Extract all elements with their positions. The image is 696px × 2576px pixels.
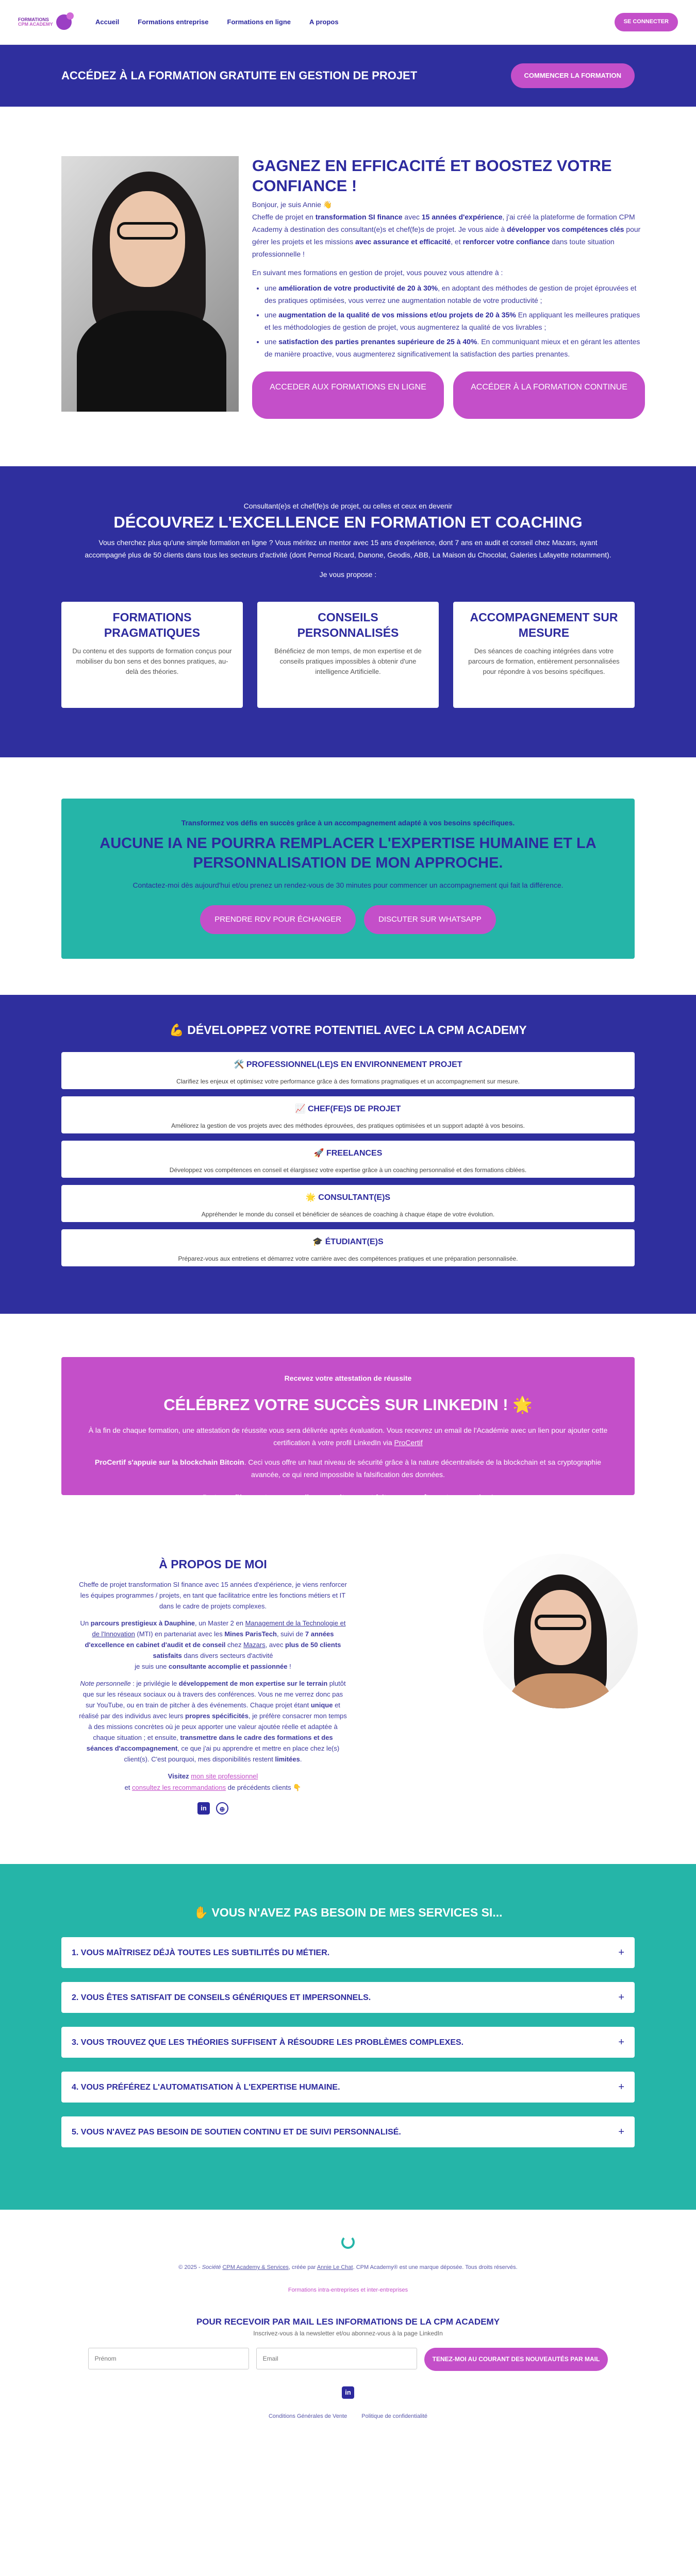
card-text: Bénéficiez de mon temps, de mon expertise et de conseils pratiques impossibles à obtenir d'une intelligence Artificielle. xyxy=(274,647,422,675)
annie-portrait xyxy=(61,156,239,412)
newsletter-submit-button[interactable]: TENEZ-MOI AU COURANT DES NOUVEAUTÉS PAR MAIL xyxy=(424,2348,608,2371)
mti-link[interactable]: Management de la Technologie et de l'Innovation xyxy=(92,1619,346,1638)
about-p1: Cheffe de projet transformation SI finance avec 15 années d'expérience, je viens renforcer les équipes programmes / projets, en tant que facilitatrice entre les fonctions métiers et IT dans le cadre de projets complexes. xyxy=(79,1580,347,1610)
about-p2: Un parcours prestigieux à Dauphine, un Master 2 en Management de la Technologie et de l'Innovation (MTI) en partenariat avec les Mines ParisTech, suivi de 7 années d'excellence en cabinet d'audit et de conseil chez Mazars, avec plus de 50 clients satisfaits dans divers secteurs d'activité je suis une consultante accomplie et passionnée ! xyxy=(80,1619,346,1671)
copyright: © 2025 - Société CPM Academy & Services, créée par Annie Le Chat. CPM Academy® est une marque déposée. Tous droits réservés. xyxy=(178,2264,518,2271)
nav-formations-en-ligne[interactable]: Formations en ligne xyxy=(227,18,291,26)
tile-text: Développez vos compétences en conseil et élargissez votre expertise grâce à un coaching personnalisé et des formations ciblées. xyxy=(169,1166,527,1174)
tile-title: 🌟 CONSULTANT(E)S xyxy=(305,1193,391,1202)
tile-text: Préparez-vous aux entretiens et démarrez votre carrière avec des compétences pratiques et une préparation personnalisée. xyxy=(178,1255,518,1262)
tile-professionnels xyxy=(61,1052,635,1089)
online-trainings-button[interactable]: ACCEDER AUX FORMATIONS EN LIGNE xyxy=(252,371,444,419)
site-header xyxy=(0,0,696,45)
ia-section xyxy=(0,757,696,995)
tile-etudiants xyxy=(61,1229,635,1266)
linkedin-icon[interactable]: in xyxy=(197,1802,210,1815)
tile-chefs-de-projet xyxy=(61,1096,635,1133)
accordion-item-2[interactable]: 2. VOUS ÊTES SATISFAIT DE CONSEILS GÉNÉRIQUES ET IMPERSONNELS. + xyxy=(61,1982,635,2013)
logo[interactable] xyxy=(18,8,74,36)
ia-text: Contactez-moi dès aujourd'hui et/ou prenez un rendez-vous de 30 minutes pour commencer un accompagnement qui fait la différence. xyxy=(132,880,564,889)
card-formations xyxy=(61,602,243,708)
logo-line2: CPM ACADEMY xyxy=(18,22,53,27)
intro-section xyxy=(0,107,696,466)
card-text: Du contenu et des supports de formation conçus pour mobiliser du bon sens et des bonnes pratiques, au-delà des théories. xyxy=(72,647,232,675)
book-meeting-button[interactable]: PRENDRE RDV POUR ÉCHANGER xyxy=(200,905,356,934)
tile-title: 🚀 FREELANCES xyxy=(313,1148,383,1158)
tile-freelances xyxy=(61,1141,635,1178)
tile-title: 🎓 ÉTUDIANT(E)S xyxy=(312,1237,384,1246)
newsletter-subtitle: Inscrivez-vous à la newsletter et/ou abonnez-vous à la page LinkedIn xyxy=(253,2329,443,2337)
tile-consultants xyxy=(61,1185,635,1222)
footer-formations-link[interactable]: Formations intra-entreprises et inter-entreprises xyxy=(288,2286,408,2293)
procertif-text: ProCertif s'appuie sur la blockchain Bitcoin. Ceci vous offre un haut niveau de sécurité grâce à la nature décentralisée de la blockchain et sa cryptographie avancée, ce qui rend impossible la falsification des données. xyxy=(94,1458,601,1479)
firstname-input[interactable] xyxy=(88,2348,249,2369)
globe-icon[interactable]: ⊕ xyxy=(216,1802,228,1815)
logo-mark-icon xyxy=(56,14,72,30)
mazars-link[interactable]: Mazars xyxy=(243,1640,266,1649)
nav-accueil[interactable]: Accueil xyxy=(95,18,120,26)
linkedin-text: À la fin de chaque formation, une attestation de réussite vous sera délivrée après évaluation. Vous recevrez un email de l'Académie avec un lien pour ajouter cette certification à votre profil LinkedIn via ProCertif xyxy=(88,1426,608,1447)
banner-title: ACCÉDEZ À LA FORMATION GRATUITE EN GESTION DE PROJET xyxy=(61,69,418,82)
continuous-training-button[interactable]: ACCÉDER À LA FORMATION CONTINUE xyxy=(453,371,645,419)
card-conseils xyxy=(257,602,439,708)
about-title: À PROPOS DE MOI xyxy=(159,1557,267,1571)
list-item: • une augmentation de la qualité de vos missions et/ou projets de 20 à 35% En appliquant les meilleures pratiques et les méthodologies de gestion de projet, vous augmenterez la qualité de vos livrables ; xyxy=(264,309,645,333)
start-training-button[interactable]: COMMENCER LA FORMATION xyxy=(511,63,635,89)
benefits-list xyxy=(264,282,645,360)
tile-text: Améliorez la gestion de vos projets avec des méthodes éprouvées, des pratiques optimisées et un support adapté à vos besoins. xyxy=(171,1122,525,1129)
professional-site-link[interactable]: mon site professionnel xyxy=(191,1772,258,1781)
about-section xyxy=(0,1532,696,1864)
ia-eyebrow: Transformez vos défis en succès grâce à un accompagnement adapté à vos besoins spécifiques. xyxy=(181,818,515,827)
list-item: • une satisfaction des parties prenantes supérieure de 25 à 40%. En communiquant mieux et en gérant les attentes de manière proactive, vous augmenterez significativement la satisfaction des parties prenantes. xyxy=(264,335,645,360)
accordion-item-4[interactable]: 4. VOUS PRÉFÉREZ L'AUTOMATISATION À L'EXPERTISE HUMAINE. + xyxy=(61,2072,635,2103)
ia-title: AUCUNE IA NE POURRA REMPLACER L'EXPERTISE HUMAINE ET LA PERSONNALISATION DE MON APPROCHE. xyxy=(100,835,596,872)
cgv-link[interactable]: Conditions Générales de Vente xyxy=(268,2413,347,2420)
newsletter xyxy=(61,2315,635,2371)
free-training-banner xyxy=(0,45,696,107)
excellence-eyebrow: Consultant(e)s et chef(fe)s de projet, ou celles et ceux en devenir xyxy=(243,502,453,511)
excellence-section xyxy=(0,466,696,757)
excellence-title: DÉCOUVREZ L'EXCELLENCE EN FORMATION ET COACHING xyxy=(113,513,583,532)
excellence-propose: Je vous propose : xyxy=(319,570,377,579)
procertif-link[interactable]: ProCertif xyxy=(394,1438,423,1447)
annie-round-portrait xyxy=(483,1554,638,1708)
accordion-item-1[interactable]: 1. VOUS MAÎTRISEZ DÉJÀ TOUTES LES SUBTILITÉS DU MÉTIER. + xyxy=(61,1937,635,1968)
plus-icon: + xyxy=(618,2037,624,2048)
card-title: FORMATIONS PRAGMATIQUES xyxy=(104,610,201,639)
tile-text: Clarifiez les enjeux et optimisez votre performance grâce à des formations pragmatiques et un accompagnement sur mesure. xyxy=(176,1077,520,1085)
academy-title: 💪 DÉVELOPPEZ VOTRE POTENTIEL AVEC LA CPM ACADEMY xyxy=(169,1023,527,1037)
about-p3: Note personnelle : je privilégie le développement de mon expertise sur le terrain plutôt que sur les réseaux sociaux ou à travers des conférences. Vous ne me verrez donc pas sur YouTube, ou en train de pitcher à des événements. Chaque projet étant unique et réalisé par des individus avec leurs propres spécificités, je préfère consacrer mon temps à des missions concrètes où je peux apporter une valeur ajoutée réelle et adaptée à chaque situation ; et ensuite, transmettre dans le cadre des formations et des séances d'accompagnement, ce que j'ai pu apprendre et mettre en place chez le(s) client(s). C'est pourquoi, mes disponibilités restent limitées. xyxy=(79,1680,347,1764)
needs-section xyxy=(0,1864,696,2210)
card-text: Des séances de coaching intégrées dans votre parcours de formation, entièrement personnalisées pour répondre à vos besoins spécifiques. xyxy=(468,647,620,675)
privacy-link[interactable]: Politique de confidentialité xyxy=(361,2413,428,2420)
author-link[interactable]: Annie Le Chat xyxy=(317,2264,353,2271)
main-nav xyxy=(95,17,615,28)
academy-section xyxy=(0,995,696,1314)
linkedin-icon[interactable]: in xyxy=(342,2386,354,2399)
card-accompagnement xyxy=(453,602,635,708)
plus-icon: + xyxy=(618,1992,624,2004)
nav-a-propos[interactable]: A propos xyxy=(309,18,339,26)
excellence-text: Vous cherchez plus qu'une simple formation en ligne ? Vous méritez un mentor avec 15 ans d'expérience, dont 7 ans en audit et conseil chez Mazars, ayant accompagné plus de 50 clients dans tous les secteurs d'activité (dont Pernod Ricard, Danone, Geodis, ABB, La Maison du Chocolat, Galeries Lafayette notamment). xyxy=(85,538,611,560)
whatsapp-button[interactable]: DISCUTER SUR WHATSAPP xyxy=(364,905,496,934)
linkedin-share: Partagez fièrement vos nouvelles compétences et faites reconnaître votre expertise ! xyxy=(202,1493,494,1501)
email-input[interactable] xyxy=(256,2348,417,2369)
accordion-item-5[interactable]: 5. VOUS N'AVEZ PAS BESOIN DE SOUTIEN CONTINU ET DE SUIVI PERSONNALISÉ. + xyxy=(61,2116,635,2147)
accordion-item-3[interactable]: 3. VOUS TROUVEZ QUE LES THÉORIES SUFFISENT À RÉSOUDRE LES PROBLÈMES COMPLEXES. + xyxy=(61,2027,635,2058)
newsletter-title: POUR RECEVOIR PAR MAIL LES INFORMATIONS DE LA CPM ACADEMY xyxy=(196,2316,500,2327)
plus-icon: + xyxy=(618,2081,624,2093)
linkedin-title: CÉLÉBREZ VOTRE SUCCÈS SUR LINKEDIN ! 🌟 xyxy=(163,1395,533,1414)
recommendations-link[interactable]: consultez les recommandations xyxy=(132,1783,226,1791)
logo-ring-icon xyxy=(341,2235,355,2249)
newsletter-form xyxy=(61,2348,635,2371)
intro-hello: Bonjour, je suis Annie 👋 xyxy=(252,200,333,209)
intro-expect: En suivant mes formations en gestion de projet, vous pouvez vous attendre à : xyxy=(252,268,503,277)
intro-title: GAGNEZ EN EFFICACITÉ ET BOOSTEZ VOTRE CONFIANCE ! xyxy=(252,157,612,195)
list-item: • une amélioration de votre productivité de 20 à 30%, en adoptant des méthodes de gestion de projet éprouvées et des pratiques optimisées, vous verrez une augmentation notable de votre productivité ; xyxy=(264,282,645,307)
tile-text: Appréhender le monde du conseil et bénéficier de séances de coaching à chaque étape de votre évolution. xyxy=(201,1210,495,1218)
linkedin-eyebrow: Recevez votre attestation de réussite xyxy=(284,1374,412,1382)
card-title: CONSEILS PERSONNALISÉS xyxy=(297,610,399,639)
plus-icon: + xyxy=(618,1947,624,1959)
connect-button[interactable]: SE CONNECTER xyxy=(615,13,678,31)
company-link[interactable]: CPM Academy & Services xyxy=(222,2264,289,2271)
needs-title: ✋ VOUS N'AVEZ PAS BESOIN DE MES SERVICES SI... xyxy=(193,1905,503,1919)
about-p4: Visitez mon site professionnel et consultez les recommandations de précédents clients 👇 xyxy=(124,1772,302,1791)
linkedin-section xyxy=(0,1314,696,1532)
tile-title: 🛠️ PROFESSIONNEL(LE)S EN ENVIRONNEMENT PROJET xyxy=(234,1060,462,1069)
logo-line1: FORMATIONS xyxy=(18,16,49,22)
tile-title: 📈 CHEF(FE)S DE PROJET xyxy=(295,1104,401,1113)
nav-formations-entreprise[interactable]: Formations entreprise xyxy=(138,18,209,26)
intro-paragraph: Cheffe de projet en transformation SI finance avec 15 années d'expérience, j'ai créé la plateforme de formation CPM Academy à destination des consultant(e)s et chef(fe)s de projet. Je vous aide à développer vos compétences clés pour gérer les projets et les missions avec assurance et efficacité, et renforcer votre confiance dans toute situation professionnelle ! xyxy=(252,212,641,258)
plus-icon: + xyxy=(618,2126,624,2138)
site-footer xyxy=(0,2210,696,2442)
card-title: ACCOMPAGNEMENT SUR MESURE xyxy=(470,610,618,639)
